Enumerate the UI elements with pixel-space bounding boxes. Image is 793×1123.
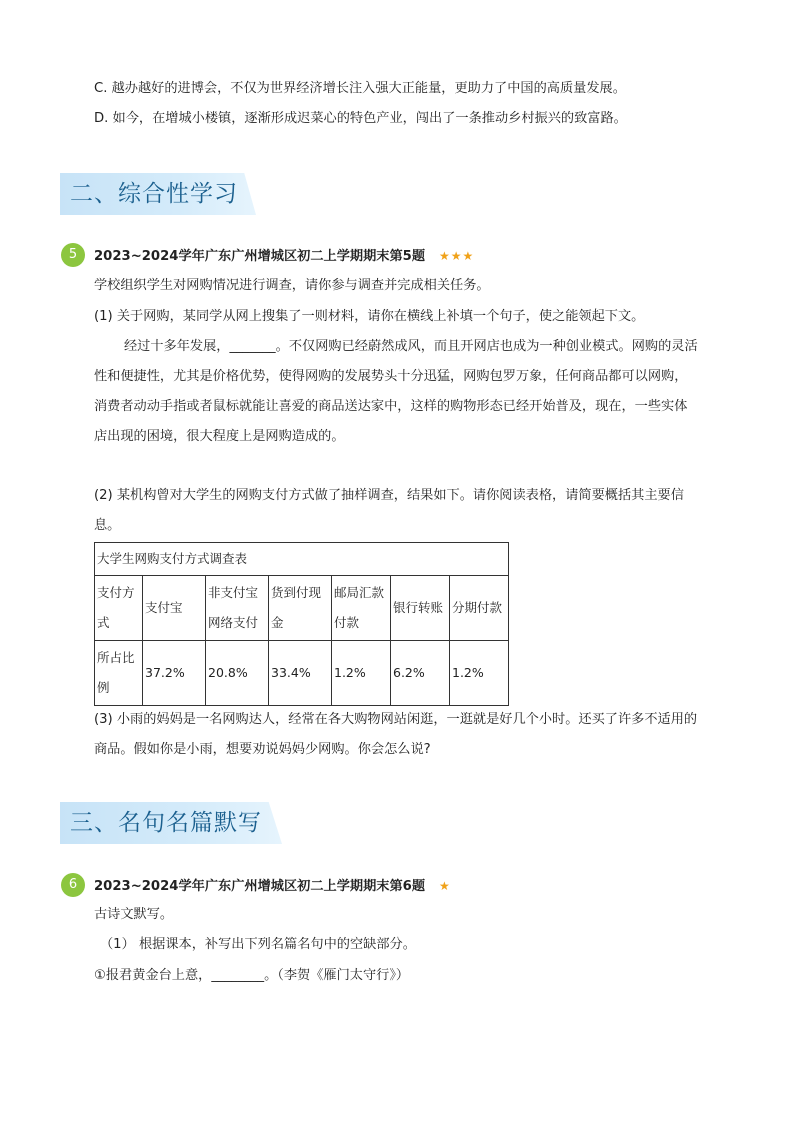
passage-line: 性和便捷性，尤其是价格优势，使得网购的发展势头十分迅猛，网购包罗万象，任何商品都可以网购， (94, 369, 688, 384)
passage-line: 经过十多年发展，_______。不仅网购已经蔚然成风，而且开网店也成为一种创业模式。网购的灵活 (124, 339, 698, 354)
option-c: C. 越办越好的进博会，不仅为世界经济增长注入强大正能量，更助力了中国的高质量发展。 (94, 81, 626, 96)
table-header-cell: 非支付宝 网络支付 (206, 576, 269, 641)
table-header-cell: 分期付款 (450, 576, 509, 641)
survey-table (94, 542, 509, 706)
question-intro: 学校组织学生对网购情况进行调查，请你参与调查并完成相关任务。 (94, 278, 490, 293)
question-header (94, 877, 451, 896)
table-row-label: 支付方 式 (95, 576, 143, 641)
table-value-cell: 1.2% (332, 641, 391, 706)
table-header-cell: 银行转账 (391, 576, 450, 641)
difficulty-stars: ★★★ (439, 249, 475, 263)
table-row-label: 所占比 例 (95, 641, 143, 706)
question-part-3: (3) 小雨的妈妈是一名网购达人，经常在各大购物网站闲逛，一逛就是好几个小时。还买了许多不适用的 (94, 712, 698, 727)
passage-line: 消费者动动手指或者鼠标就能让喜爱的商品送达家中，这样的购物形态已经开始普及，现在，一些实体 (94, 399, 688, 414)
difficulty-stars: ★ (439, 879, 451, 893)
table-header-cell: 邮局汇款 付款 (332, 576, 391, 641)
question-part-1: （1） 根据课本，补写出下列名篇名句中的空缺部分。 (100, 937, 416, 952)
option-d: D. 如今，在增城小楼镇，逐渐形成迟菜心的特色产业，闯出了一条推动乡村振兴的致富路。 (94, 111, 627, 126)
table-title: 大学生网购支付方式调查表 (95, 543, 509, 576)
section-title: 三、名句名篇默写 (70, 810, 262, 836)
passage-line: 店出现的困境，很大程度上是网购造成的。 (94, 429, 345, 444)
question-number-badge: 6 (61, 873, 85, 897)
section-banner-3 (60, 802, 282, 844)
question-number-badge: 5 (61, 243, 85, 267)
section-title: 二、综合性学习 (70, 181, 238, 207)
question-part-2-cont: 息。 (94, 518, 121, 533)
table-value-cell: 37.2% (143, 641, 206, 706)
recitation-item: ①报君黄金台上意，________。（李贺《雁门太守行》） (94, 968, 410, 983)
table-header-cell: 货到付现 金 (269, 576, 332, 641)
question-intro: 古诗文默写。 (94, 907, 174, 922)
table-value-cell: 33.4% (269, 641, 332, 706)
question-part-1: (1) 关于网购，某同学从网上搜集了一则材料，请你在横线上补填一个句子，使之能领起下文。 (94, 309, 645, 324)
question-source: 2023~2024学年广东广州增城区初二上学期期末第5题 (94, 249, 426, 264)
section-banner-2 (60, 173, 256, 215)
table-value-cell: 6.2% (391, 641, 450, 706)
question-part-2: (2) 某机构曾对大学生的网购支付方式做了抽样调查，结果如下。请你阅读表格，请简要概括其主要信 (94, 488, 684, 503)
question-part-3-cont: 商品。假如你是小雨，想要劝说妈妈少网购。你会怎么说? (94, 742, 431, 757)
table-value-cell: 1.2% (450, 641, 509, 706)
table-row (95, 641, 509, 706)
table-row (95, 576, 509, 641)
question-header (94, 247, 474, 266)
table-header-cell: 支付宝 (143, 576, 206, 641)
question-source: 2023~2024学年广东广州增城区初二上学期期末第6题 (94, 879, 426, 894)
table-value-cell: 20.8% (206, 641, 269, 706)
